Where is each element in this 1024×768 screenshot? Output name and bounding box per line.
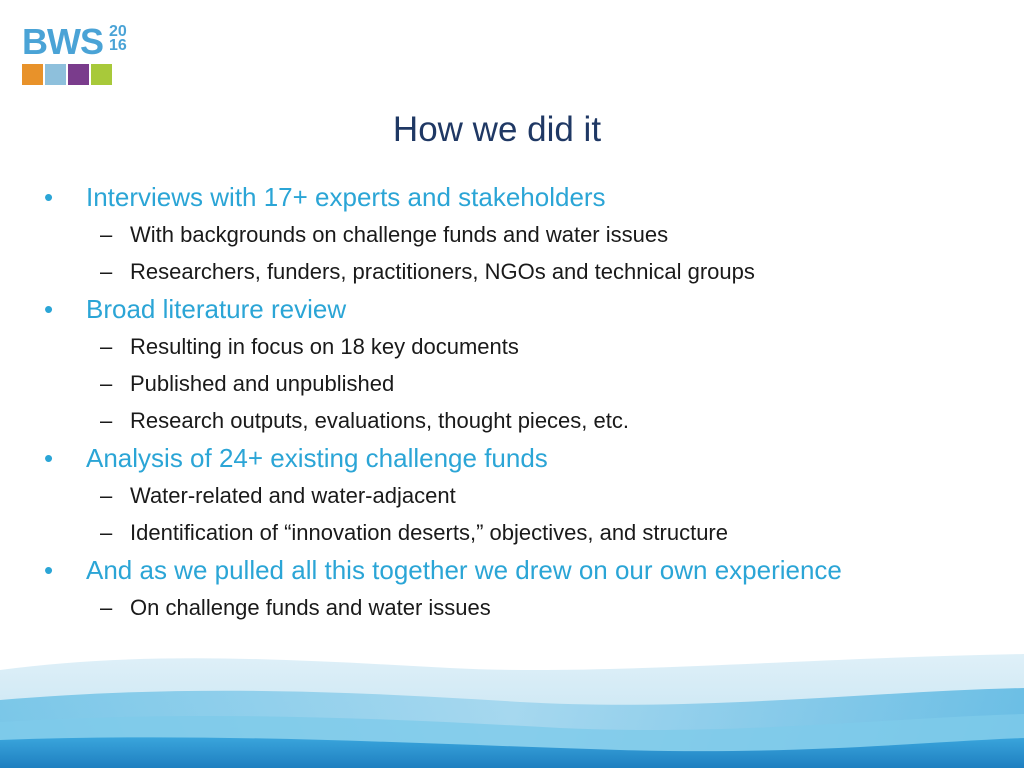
bullet-text: And as we pulled all this together we drew on our own experience [86, 555, 842, 585]
sub-bullet-text: On challenge funds and water issues [130, 595, 491, 620]
bullet-item [44, 178, 1004, 216]
sub-bullet-item [44, 402, 1004, 439]
sub-bullet-marker: – [100, 483, 113, 508]
sub-bullet-marker: – [100, 371, 113, 396]
logo-text: BWS [22, 21, 103, 62]
sub-bullet-item [44, 477, 1004, 514]
logo-square-green [91, 64, 112, 85]
sub-bullet-marker: – [100, 595, 113, 620]
bullet-text: Broad literature review [86, 294, 347, 324]
sub-bullet-text: With backgrounds on challenge funds and water issues [130, 222, 669, 247]
bullet-marker: • [44, 555, 54, 585]
sub-bullet-item [44, 365, 1004, 402]
logo-square-purple [68, 64, 89, 85]
sub-bullet-marker: – [100, 222, 113, 247]
slide-content [44, 178, 1004, 626]
bullet-text: Interviews with 17+ experts and stakeholders [86, 182, 606, 212]
bullet-marker: • [44, 182, 54, 212]
bullet-item [44, 290, 1004, 328]
sub-bullet-text: Water-related and water-adjacent [130, 483, 456, 508]
bullet-marker: • [44, 294, 54, 324]
logo-year: 20 16 [109, 23, 127, 54]
bullet-text: Analysis of 24+ existing challenge funds [86, 443, 548, 473]
sub-bullet-text: Identification of “innovation deserts,” objectives, and structure [130, 520, 728, 545]
logo-square-orange [22, 64, 43, 85]
sub-bullet-marker: – [100, 334, 113, 359]
logo-squares [22, 64, 112, 85]
sub-bullet-text: Researchers, funders, practitioners, NGOs and technical groups [130, 259, 755, 284]
bullet-marker: • [44, 443, 54, 473]
sub-bullet-marker: – [100, 520, 113, 545]
sub-bullet-text: Research outputs, evaluations, thought pieces, etc. [130, 408, 629, 433]
bullet-item [44, 551, 1004, 589]
bullet-item [44, 439, 1004, 477]
sub-bullet-item [44, 589, 1004, 626]
sub-bullet-marker: – [100, 408, 113, 433]
sub-bullet-item [44, 514, 1004, 551]
sub-bullet-text: Resulting in focus on 18 key documents [130, 334, 519, 359]
sub-bullet-item [44, 216, 1004, 253]
wave-decoration [0, 640, 1024, 768]
sub-bullet-marker: – [100, 259, 113, 284]
sub-bullet-item [44, 253, 1004, 290]
logo-square-lightblue [45, 64, 66, 85]
sub-bullet-text: Published and unpublished [130, 371, 395, 396]
bws-2016-logo [22, 22, 136, 86]
slide-title: How we did it [392, 110, 602, 149]
sub-bullet-item [44, 328, 1004, 365]
